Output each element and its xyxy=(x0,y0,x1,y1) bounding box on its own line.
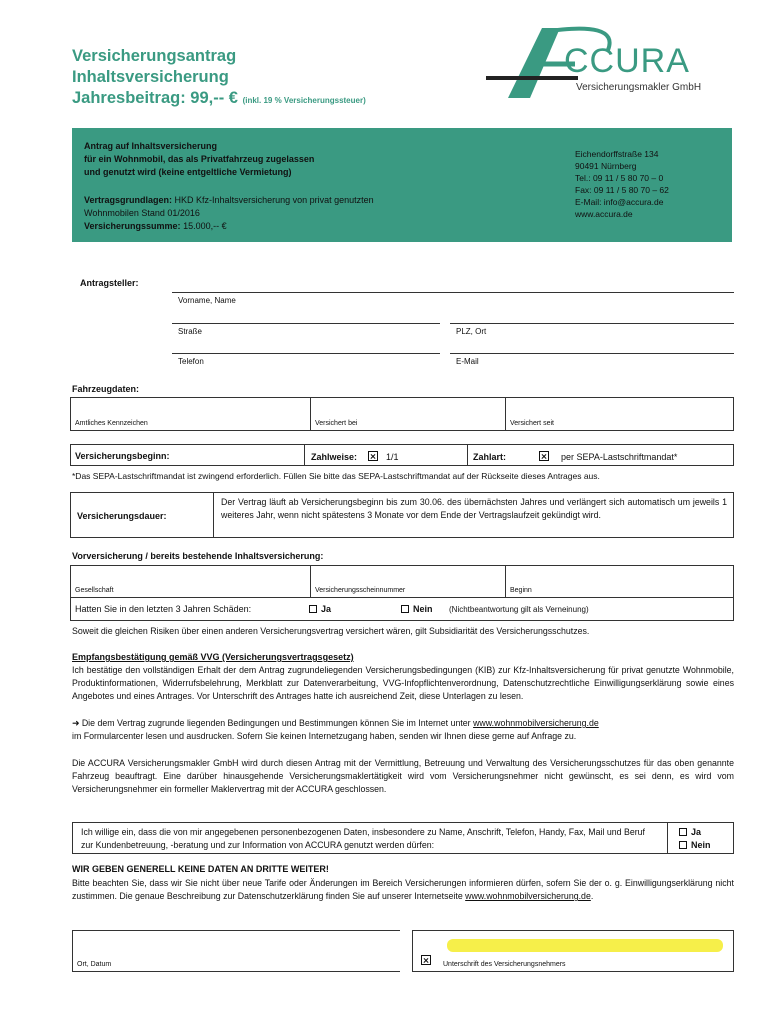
company-address xyxy=(575,148,669,220)
start-label: Beginn xyxy=(510,587,532,594)
address-city: 90491 Nürnberg xyxy=(575,161,637,171)
consent-no-label: Nein xyxy=(691,840,711,850)
damage-no-checkbox[interactable] xyxy=(401,605,409,613)
signature-marker-checkbox xyxy=(421,955,431,965)
product-line-2: für ein Wohnmobil, das als Privatfahrzeug zugelassen xyxy=(84,154,315,164)
method-value: per SEPA-Lastschriftmandat* xyxy=(561,452,678,462)
consent-no-option[interactable] xyxy=(679,839,711,852)
accura-logo xyxy=(480,24,720,104)
previous-insurance-heading: Vorversicherung / bereits bestehende Inhaltsversicherung: xyxy=(72,551,324,561)
consent-yes-option[interactable] xyxy=(679,826,711,839)
zip-city-field[interactable]: PLZ, Ort xyxy=(456,327,487,336)
company-label: Gesellschaft xyxy=(75,587,114,594)
sepa-footnote: *Das SEPA-Lastschriftmandat ist zwingend erforderlich. Füllen Sie bitte das SEPA-Lastschriftmandat auf der Rückseite dieses Antrages aus. xyxy=(72,471,600,481)
address-phone: Tel.: 09 11 / 5 80 70 – 0 xyxy=(575,173,664,183)
policy-number-label: Versicherungsscheinnummer xyxy=(315,587,406,594)
signature-field[interactable] xyxy=(412,930,734,972)
title-line-2: Inhaltsversicherung xyxy=(72,68,229,86)
damage-yes-checkbox[interactable] xyxy=(309,605,317,613)
damage-no-label: Nein xyxy=(413,604,433,614)
address-fax: Fax: 09 11 / 5 80 70 – 62 xyxy=(575,185,669,195)
insurance-start-label: Versicherungsbeginn: xyxy=(75,451,170,461)
previous-insurance-table xyxy=(70,565,734,621)
method-label: Zahlart: xyxy=(473,452,507,462)
damage-question: Hatten Sie in den letzten 3 Jahren Schäden: xyxy=(75,604,252,614)
plate-label: Amtliches Kennzeichen xyxy=(75,420,148,427)
start-cell[interactable] xyxy=(506,566,733,598)
signature-label: Unterschrift des Versicherungsnehmers xyxy=(443,961,566,968)
consent-box xyxy=(72,822,734,854)
title-line-3 xyxy=(72,88,366,111)
plate-cell[interactable] xyxy=(71,398,311,430)
contract-basis xyxy=(84,194,374,233)
terms-link[interactable]: www.wohnmobilversicherung.de xyxy=(473,718,599,728)
payment-frequency[interactable] xyxy=(311,451,399,462)
basis-text: HKD Kfz-Inhaltsversicherung von privat genutzten xyxy=(174,195,374,205)
damage-no-option[interactable] xyxy=(401,604,433,614)
basis-text-2: Wohnmobilen Stand 01/2016 xyxy=(84,208,200,218)
terms-text: Die dem Vertrag zugrunde liegenden Bedingungen und Bestimmungen können Sie im Internet unter xyxy=(81,718,471,728)
payment-value: 1/1 xyxy=(386,452,399,462)
address-street: Eichendorffstraße 134 xyxy=(575,149,659,159)
vehicle-heading: Fahrzeugdaten: xyxy=(72,384,140,394)
damage-yes-option[interactable] xyxy=(309,604,331,614)
title-line-1: Versicherungsantrag xyxy=(72,47,237,65)
arrow-icon: ➜ xyxy=(72,718,80,728)
payment-method[interactable] xyxy=(473,451,677,462)
duration-row xyxy=(70,492,734,538)
sum-value: 15.000,-- € xyxy=(183,221,227,231)
privacy-heading: WIR GEBEN GENERELL KEINE DATEN AN DRITTE WEITER! xyxy=(72,864,329,874)
insured-with-cell[interactable] xyxy=(311,398,506,430)
consent-yes-label: Ja xyxy=(691,827,702,837)
insured-since-label: Versichert seit xyxy=(510,420,554,427)
consent-options xyxy=(679,826,711,852)
no-answer-note: (Nichtbeantwortung gilt als Verneinung) xyxy=(449,605,589,614)
name-field[interactable]: Vorname, Name xyxy=(178,296,236,305)
insured-with-label: Versichert bei xyxy=(315,420,358,427)
privacy-link[interactable]: www.wohnmobilversicherung.de xyxy=(465,891,591,902)
terms-text-2: im Formularcenter lesen und ausdrucken. Sofern Sie keinen Internetzugang haben, senden wir Ihnen diese gerne auf Anfrage zu. xyxy=(72,731,577,742)
place-date-label: Ort, Datum xyxy=(77,961,112,968)
payment-checkbox-checked[interactable] xyxy=(368,451,378,461)
damage-yes-label: Ja xyxy=(321,604,332,614)
consent-no-checkbox[interactable] xyxy=(679,841,687,849)
vehicle-table xyxy=(70,397,734,431)
sum-label: Versicherungssumme: xyxy=(84,221,181,231)
place-date-field[interactable] xyxy=(72,930,400,972)
privacy-text: Bitte beachten Sie, dass wir Sie nicht über neue Tarife oder Änderungen im Bereich Versicherungen informieren dürfen, sofern Sie der o. g. Einwilligungserklärung nicht zustimmen. Die genaue Beschreibung zur Datenschutzerklärung finden Sie auf unserer Internetseite www.wohnmobilversicherung.de. xyxy=(72,878,734,902)
confirmation-text: Ich bestätige den vollständigen Erhalt der dem Antrag zugrundeliegenden Versicherungsbedingungen (KIB) zur Kfz-Inhaltsversicherung für privat genutzte Wohnmobile, Produktinformationen, Widerrufsbelehrung, Merkblatt zur Datenverarbeitung, VVG-Infopflichtenverordnung, Datenschutzrechtliche Einwilligungserklärung sowie eines Angebotes und eines Antrages. Vor Unterschrift des Antrages hatte ich ausreichend Zeit, diese Unterlagen zu lesen. xyxy=(72,665,734,702)
product-info-box xyxy=(72,128,732,242)
address-web: www.accura.de xyxy=(575,209,633,219)
logo-brand: CCURA xyxy=(564,42,690,80)
insurance-start-row xyxy=(70,444,734,466)
annual-premium: Jahresbeitrag: 99,-- € xyxy=(72,89,238,107)
policy-number-cell[interactable] xyxy=(311,566,506,598)
privacy-body: Bitte beachten Sie, dass wir Sie nicht über neue Tarife oder Änderungen im Bereich Versicherungen informieren dürfen, sofern Sie der o. g. Einwilligungserklärung nicht zustimmen. Die genaue Beschreibung zur Datenschutzerklärung finden Sie auf unserer Internetseite xyxy=(72,878,734,902)
broker-mandate-text: Die ACCURA Versicherungsmakler GmbH wird durch diesen Antrag mit der Vermittlung, Betreuung und Verwaltung des Versicherungsschutzes für das oben genannte Fahrzeug beauftragt. Eine darüber hinausgehende Versicherungsmaklertätigkeit wird vom Versicherungsnehmer nicht gewünscht, es sei denn, es wird vom Versicherungsnehmer ein formeller Maklervertrag mit der ACCURA geschlossen. xyxy=(72,758,734,795)
email-field[interactable]: E-Mail xyxy=(456,357,479,366)
product-description xyxy=(84,140,314,179)
company-cell[interactable] xyxy=(71,566,311,598)
document-title xyxy=(72,46,366,111)
consent-yes-checkbox[interactable] xyxy=(679,828,687,836)
tax-note: (inkl. 19 % Versicherungssteuer) xyxy=(242,96,366,105)
product-line-3: und genutzt wird (keine entgeltliche Vermietung) xyxy=(84,167,292,177)
basis-label: Vertragsgrundlagen: xyxy=(84,195,173,205)
terms-paragraph xyxy=(72,717,734,743)
signature-highlight xyxy=(447,939,723,952)
product-line-1: Antrag auf Inhaltsversicherung xyxy=(84,141,218,151)
insured-since-cell[interactable] xyxy=(506,398,733,430)
street-field[interactable]: Straße xyxy=(178,327,203,336)
subsidiarity-note: Soweit die gleichen Risiken über einen anderen Versicherungsvertrag versichert wären, gilt Subsidiarität des Versicherungsschutzes. xyxy=(72,626,590,636)
consent-text: Ich willige ein, dass die von mir angegebenen personenbezogenen Daten, insbesondere zu Name, Anschrift, Telefon, Handy, Fax, Mail und Beruf zur Kundenbetreuung, -beratung und zur Information von ACCURA genutzt werden dürfen: xyxy=(81,827,645,850)
address-email: E-Mail: info@accura.de xyxy=(575,197,664,207)
duration-label: Versicherungsdauer: xyxy=(77,511,167,521)
duration-text: Der Vertrag läuft ab Versicherungsbeginn bis zum 30.06. des übernächsten Jahres und verlängert sich automatisch um jeweils 1 weiteres Jahr, wenn nicht spätestens 3 Monate vor dem Ende der Vertragslaufzeit gekündigt wird. xyxy=(221,497,727,520)
method-checkbox-checked[interactable] xyxy=(539,451,549,461)
phone-field[interactable]: Telefon xyxy=(178,357,204,366)
applicant-heading: Antragsteller: xyxy=(80,278,139,288)
payment-label: Zahlweise: xyxy=(311,452,358,462)
logo-subtitle: Versicherungsmakler GmbH xyxy=(576,82,702,93)
confirmation-heading: Empfangsbestätigung gemäß VVG (Versicherungsvertragsgesetz) xyxy=(72,652,354,662)
